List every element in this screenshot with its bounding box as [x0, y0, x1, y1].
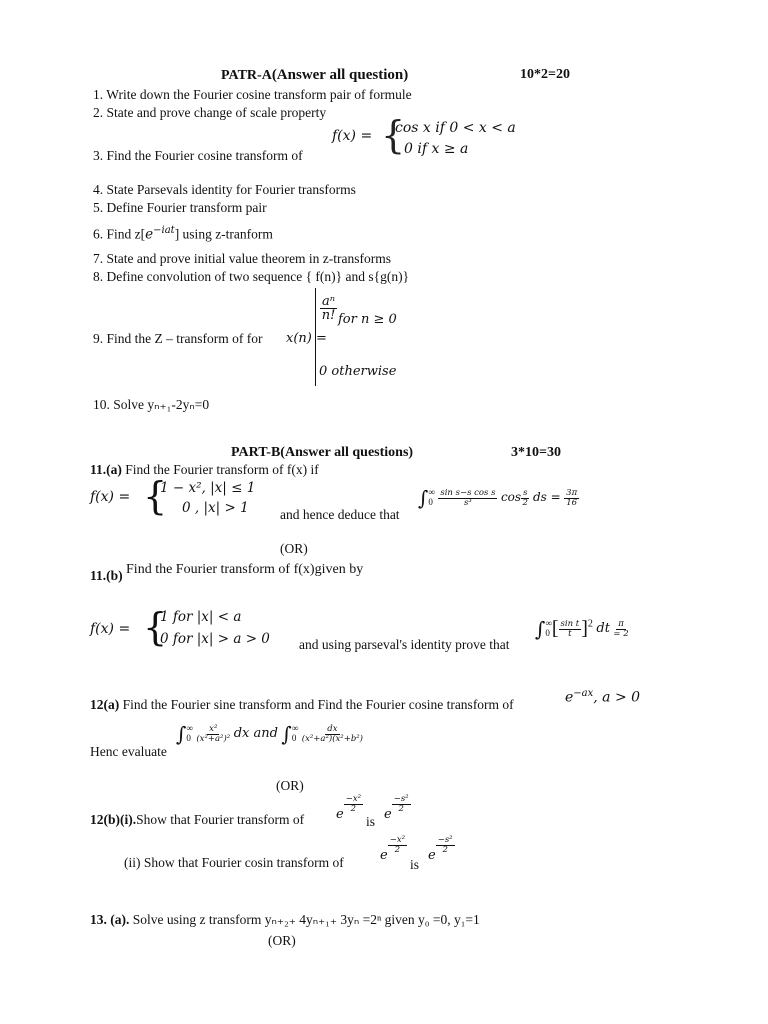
q11b-brace: {	[143, 605, 168, 649]
q11b-case2: 0 for |x| > a > 0	[160, 631, 270, 647]
q11a-text: Find the Fourier transform of f(x) if	[125, 462, 319, 477]
question-12b-i	[90, 812, 304, 828]
q11a-case2: 0 , |x| > 1	[182, 500, 249, 516]
q12b2-p1-num: −x²	[389, 835, 406, 845]
q11b-integral: ∫ ∞ 0 [ $\frac{\text{sin t}}{t}$ ]$^2$ dt $\frac{\pi}{= 2}$	[535, 617, 629, 641]
q11b-square: 2	[587, 618, 593, 630]
q12a-int2-lower: 0	[291, 733, 297, 743]
q12b-p2-den: 2	[398, 803, 404, 814]
question-12b-ii: (ii) Show that Fourier cosin transform of	[124, 855, 344, 870]
part-a-marks: 10*2=20	[520, 67, 570, 82]
q13-text: Solve using z transform yₙ₊₂₊ 4yₙ₊₁₊ 3yₙ =2ⁿ given y₀ =0, y₁=1	[132, 912, 480, 927]
question-1: 1. Write down the Fourier cosine transform pair of formule	[93, 87, 412, 102]
q11a-int-den: s³	[464, 497, 472, 508]
question-13a	[90, 912, 480, 928]
q11a-deduce: and hence deduce that	[280, 507, 400, 522]
q11a-fx: f(x) =	[90, 489, 131, 505]
q11a-integral: ∫ ∞ 0 $\frac{\text{sin s−s cos s}}{\text{s³}}$ cos $\frac{s}{2}$ ds = $\frac{3\pi}{16}$	[418, 486, 578, 510]
q12a-int2-upper: ∞	[291, 723, 299, 734]
q10-prefix: 10. Solve	[93, 397, 148, 412]
q9-cond1: for n ≥ 0	[338, 312, 397, 327]
q11a-int-lower: 0	[428, 497, 433, 507]
q12a-int1-den: (x²+a²)²	[196, 733, 231, 744]
q12a-henc: Henc evaluate	[90, 744, 167, 759]
q12a-exponential	[565, 688, 640, 706]
q12b2-e1-expr	[380, 836, 407, 863]
q11a-int-upper: ∞	[428, 487, 435, 498]
q12b-p2-num: −s²	[393, 794, 409, 804]
q6-text-a: 6. Find z[	[93, 226, 146, 242]
q12b-label: 12(b)(i).	[90, 812, 137, 827]
q11a-rhs-den: 16	[566, 497, 578, 508]
q12b2-p2-num: −s²	[437, 835, 453, 845]
q3-case1: cos x if 0 < x < a	[395, 120, 516, 136]
q12b-is: is	[366, 814, 376, 829]
q3-case2: 0 if x ≥ a	[404, 141, 469, 157]
q11a-rhs-num: 3π	[566, 488, 578, 498]
q9-den: n!	[321, 308, 336, 323]
or-divider-2: (OR)	[276, 778, 304, 793]
question-5: 5. Define Fourier transform pair	[93, 200, 267, 215]
part-a-title-main: (Answer all question)	[271, 67, 409, 83]
q12b-p1-den: 2	[350, 803, 357, 814]
q6-exp-base: e	[145, 226, 154, 243]
q11b-sin-den: t	[568, 628, 572, 639]
q11b-fx: f(x) =	[90, 621, 131, 637]
q3-brace: {	[381, 113, 406, 157]
q11b-label: 11.(b)	[90, 568, 123, 583]
q12b2-p1-den: 2	[394, 844, 401, 855]
question-7: 7. State and prove initial value theorem in z-transforms	[93, 251, 392, 266]
q12a-int1-dx: dx and	[233, 726, 278, 742]
q12b-e1: e	[336, 807, 344, 822]
q12a-int1-lower: 0	[186, 733, 191, 743]
q12b2-e1: e	[380, 848, 388, 863]
q11a-int-num: sin s−s cos s	[440, 488, 496, 498]
q13-label: 13. (a).	[90, 912, 130, 927]
question-8: 8. Define convolution of two sequence { f(n)} and s{g(n)}	[93, 269, 410, 284]
q6-text-b: ] using z-tranform	[174, 226, 273, 242]
q9-brace-line	[315, 288, 317, 386]
q11b-int-upper: ∞	[545, 618, 552, 629]
q10-equation: yₙ₊₁-2yₙ=0	[147, 397, 210, 412]
or-divider-3: (OR)	[268, 933, 296, 948]
q11a-cos: cos	[500, 490, 522, 505]
q12b-p1-num: −x²	[345, 794, 362, 804]
question-2: 2. State and prove change of scale property	[93, 105, 327, 120]
q9-num: aⁿ	[322, 294, 336, 309]
q11b-dt: dt	[596, 621, 610, 637]
q12b-text: Show that Fourier transform of	[136, 812, 305, 827]
question-10	[93, 397, 209, 413]
q12a-int2-den: (x²+a²)(x²+b²)	[301, 733, 364, 744]
q3-fx: f(x) =	[332, 128, 373, 144]
question-4: 4. State Parsevals identity for Fourier transforms	[93, 182, 356, 197]
q12a-integrals: ∫ ∞ 0 $\frac{\text{x²}}{\text{(x²+a²)²}}$ dx and ∫ ∞ 0 $\frac{dx}{\text{(x²+a²)(x²+b²)}}$	[176, 722, 364, 746]
part-b-title: PART-B(Answer all questions)	[231, 445, 414, 460]
question-11a	[90, 462, 319, 478]
q12a-pow: −ax	[573, 688, 594, 699]
part-a-title-prefix: PATR-A	[221, 68, 272, 83]
q12a-int2-num: dx	[327, 724, 338, 734]
q12b-e1-expr	[336, 795, 363, 822]
q11a-case1: 1 − x², |x| ≤ 1	[160, 480, 256, 496]
question-11b	[90, 561, 364, 583]
q12b-e2: e	[384, 807, 392, 822]
q11b-rhs-num: π	[618, 619, 624, 629]
part-a-title	[221, 67, 408, 84]
q11b-case1: 1 for |x| < a	[160, 609, 242, 625]
question-6	[93, 225, 273, 243]
q11b-int-lower: 0	[545, 628, 550, 638]
q12a-label: 12(a)	[90, 697, 120, 712]
q12b2-e2: e	[428, 848, 436, 863]
q11a-ds: ds =	[532, 490, 561, 505]
q12a-text: Find the Fourier sine transform and Find the Fourier cosine transform of	[122, 697, 514, 712]
q9-fraction	[320, 295, 337, 322]
q12a-exp: e	[565, 689, 574, 706]
q11b-sin-num: sin t	[560, 619, 580, 629]
q12b2-p2-den: 2	[442, 844, 448, 855]
q12a-int1-num: x²	[209, 724, 218, 734]
q9-xn: x(n) =	[286, 331, 327, 346]
q12b2-is: is	[410, 857, 420, 872]
q12a-cond: , a > 0	[593, 689, 641, 706]
q11a-label: 11.(a)	[90, 462, 122, 477]
q12a-int1-upper: ∞	[186, 723, 193, 734]
q11a-brace: {	[143, 474, 168, 518]
question-12a	[90, 697, 514, 713]
part-b-marks: 3*10=30	[511, 445, 561, 460]
q11b-rhs-den: = 2	[613, 628, 629, 639]
q11b-text: Find the Fourier transform of f(x)given by	[126, 562, 364, 577]
or-divider-1: (OR)	[280, 541, 308, 556]
q12b-e2-expr	[384, 795, 411, 822]
question-3: 3. Find the Fourier cosine transform of	[93, 148, 303, 163]
q12b2-e2-expr	[428, 836, 455, 863]
q6-exp-power: −iat	[153, 225, 175, 236]
q11a-cos-num: s	[523, 488, 528, 498]
q9-case2: 0 otherwise	[319, 364, 397, 379]
q11b-parseval: and using parseval's identity prove that	[299, 637, 510, 652]
question-9: 9. Find the Z – transform of for	[93, 331, 263, 346]
q11a-cos-den: 2	[522, 497, 528, 508]
